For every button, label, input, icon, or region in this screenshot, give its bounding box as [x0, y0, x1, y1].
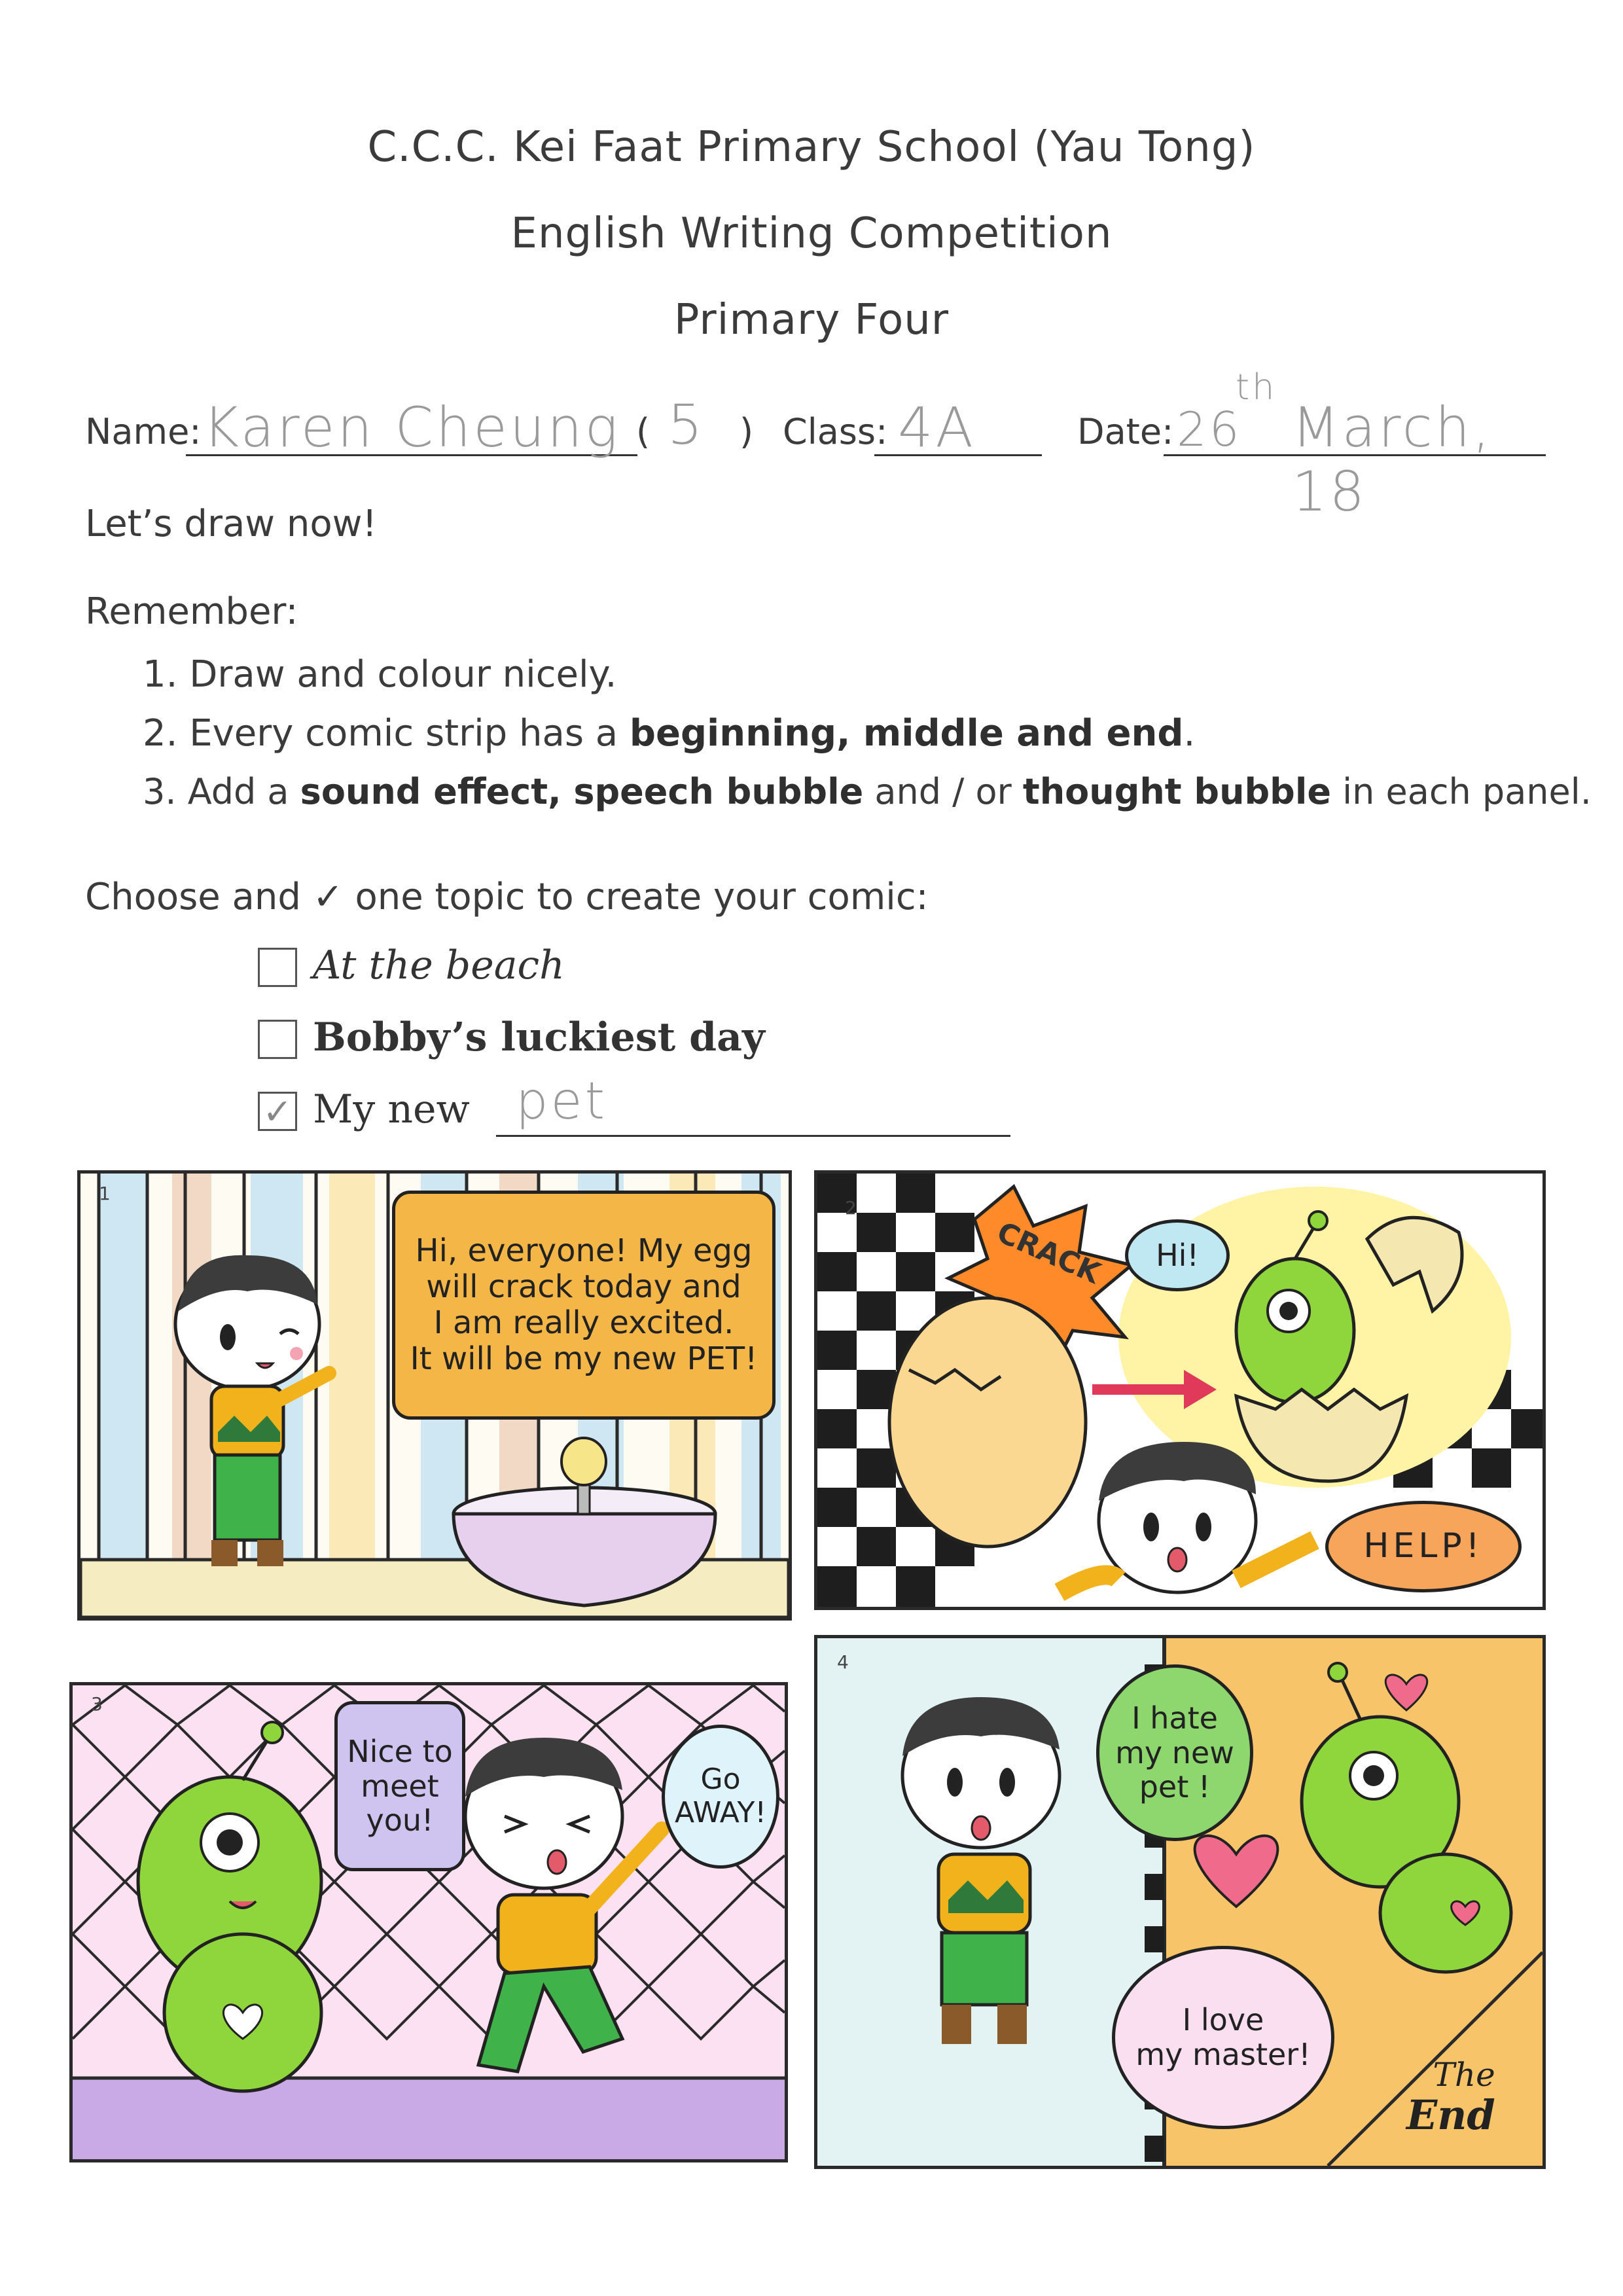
comic-panel-3 [69, 1682, 788, 2162]
intro-text: Let’s draw now! [85, 503, 377, 545]
competition-title: English Writing Competition [510, 209, 1113, 258]
school-title: C.C.C. Kei Faat Primary School (Yau Tong) [367, 123, 1256, 171]
tick-icon: ✓ [312, 876, 344, 918]
choose-instruction: Choose and ✓ one topic to create your comic: [85, 876, 929, 918]
number-open: ( [636, 411, 651, 452]
alien-speech-bubble-4: I love my master! [1112, 1946, 1334, 2129]
panel-number: 3 [91, 1693, 103, 1715]
panel-number: 4 [837, 1651, 849, 1673]
name-value: Karen Cheung [203, 395, 620, 459]
date-suffix: th [1236, 367, 1277, 408]
hi-bubble: Hi! [1125, 1219, 1230, 1291]
date-label: Date: [1077, 411, 1174, 452]
boy-speech-bubble-4: I hate my new pet ! [1096, 1664, 1253, 1841]
panel-number: 2 [845, 1197, 857, 1219]
name-field[interactable] [186, 395, 637, 459]
topic-checkbox-beach[interactable] [258, 948, 297, 987]
remember-heading: Remember: [85, 590, 298, 633]
name-label: Name: [85, 411, 202, 452]
instruction-item-2: 2. Every comic strip has a beginning, middle and end. [143, 712, 1196, 755]
pet-answer: pet [516, 1072, 608, 1131]
topic-label-bobby: Bobby’s luckiest day [313, 1014, 765, 1060]
date-rest: March, 18 [1292, 395, 1493, 524]
level-title: Primary Four [673, 296, 950, 344]
topic-checkbox-pet[interactable] [258, 1092, 297, 1131]
class-value: 4A [898, 395, 976, 459]
class-label: Class: [783, 411, 888, 452]
instruction-item-3: 3. Add a sound effect, speech bubble and / or thought bubble in each panel. [143, 771, 1592, 812]
the-end-text: The End [1406, 2056, 1495, 2139]
date-day: 26 [1177, 402, 1242, 457]
panel-number: 1 [99, 1183, 111, 1204]
tick-icon: ✓ [262, 1090, 293, 1132]
comic-panel-1 [77, 1170, 792, 1621]
date-field[interactable] [1164, 367, 1546, 524]
comic-panel-2 [814, 1170, 1546, 1610]
instruction-item-1: 1. Draw and colour nicely. [143, 653, 617, 696]
class-field[interactable] [874, 395, 1042, 459]
alien-speech-bubble-3: Nice to meet you! [334, 1701, 465, 1871]
topic-label-pet: My new [313, 1086, 470, 1132]
pet-answer-field[interactable] [496, 1072, 1010, 1137]
boy-speech-bubble-3: Go AWAY! [662, 1725, 779, 1869]
crack-sound-effect: CRACK [991, 1215, 1105, 1291]
speech-bubble-1: Hi, everyone! My egg will crack today and I am really excited. It will be my new PET! [392, 1191, 776, 1420]
number-close: ) [740, 411, 754, 452]
comic-panel-4 [814, 1635, 1546, 2169]
topic-checkbox-bobby[interactable] [258, 1020, 297, 1059]
number-value: 5 [668, 393, 705, 457]
help-bubble: HELP! [1325, 1501, 1522, 1592]
topic-label-beach: At the beach [313, 942, 565, 988]
